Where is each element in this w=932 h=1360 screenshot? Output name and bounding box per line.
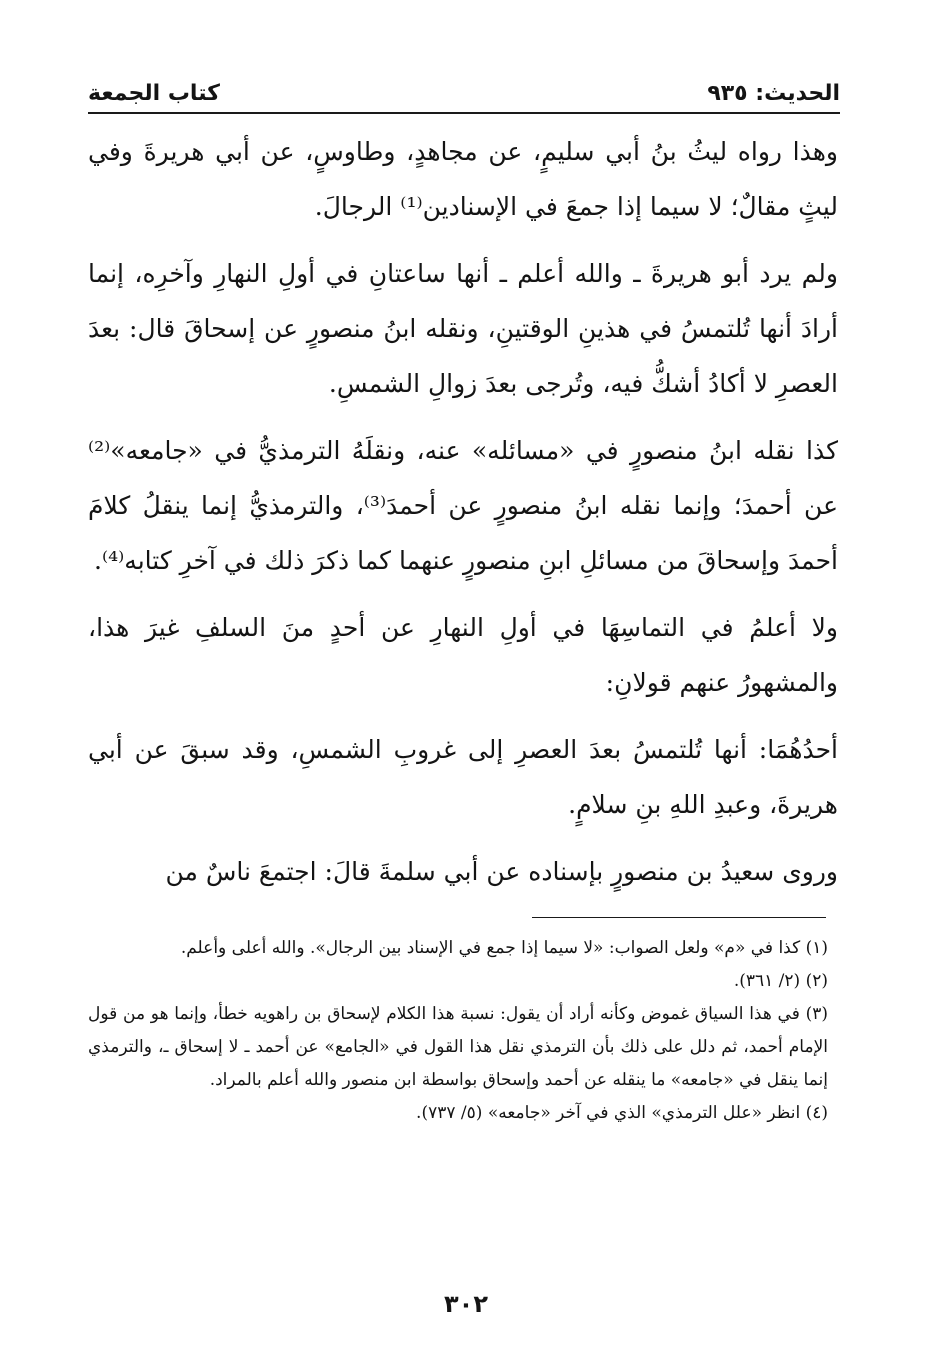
paragraph: ولم يرد أبو هريرةَ ـ والله أعلم ـ أنها ساعتانِ في أولِ النهارِ وآخرِه، إنما أرادَ أنها تُلتمسُ في هذينِ الوقتينِ، ونقله ابنُ منصورٍ عن إسحاقَ قال: بعدَ العصرِ لا أكادُ أشكُّ فيه، وتُرجى بعدَ زوالِ الشمسِ. — [88, 259, 838, 398]
page-number: ٣٠٢ — [444, 1290, 488, 1318]
header-rule — [88, 112, 840, 114]
hadith-number-label: الحديث: ٩٣٥ — [707, 81, 840, 106]
footnote: (٤) انظر «علل الترمذي» الذي في آخر «جامعه» (٥/ ٧٣٧). — [416, 1103, 828, 1123]
paragraph: كذا نقله ابنُ منصورٍ في «مسائله» عنه، ونقلَهُ الترمذيُّ في «جامعه»⁽²⁾ عن أحمدَ؛ وإنما نقله ابنُ منصورٍ عن أحمدَ⁽³⁾، والترمذيُّ إنما ينقلُ كلامَ أحمدَ وإسحاقَ من مسائلِ ابنِ منصورٍ عنهما كما ذكرَ ذلك في آخرِ كتابه⁽⁴⁾. — [88, 436, 838, 575]
footnote: (١) كذا في «م» ولعل الصواب: «لا سيما إذا جمع في الإسناد بين الرجال». والله أعلى وأعلم. — [180, 938, 828, 958]
footnote: (٣) في هذا السياق غموض وكأنه أراد أن يقول: نسبة هذا الكلام لإسحاق بن راهويه خطأ، وإنما هو من قول الإمام أحمد، ثم دلل على ذلك بأن الترمذي نقل هذا القول في «الجامع» عن أحمد ـ لا إسحاق ـ، والترمذي إنما ينقل في «جامعه» ما ينقله عن أحمد وإسحاق بواسطة ابن منصور والله أعلم بالمراد. — [88, 1004, 828, 1090]
footnote: (٢) (٢/ ٣٦١). — [733, 971, 828, 991]
footnote-separator — [532, 917, 826, 918]
paragraph: أحدُهُمَا: أنها تُلتمسُ بعدَ العصرِ إلى غروبِ الشمسِ، وقد سبقَ عن أبي هريرةَ، وعبدِ اللهِ بنِ سلامٍ. — [88, 735, 838, 819]
paragraph: وهذا رواه ليثُ بنُ أبي سليمٍ، عن مجاهدٍ، وطاوسٍ، عن أبي هريرةَ وفي ليثٍ مقالٌ؛ لا سيما إذا جمعَ في الإسنادين⁽¹⁾ الرجالَ. — [88, 137, 838, 221]
footnotes — [88, 932, 828, 1130]
running-header — [88, 66, 840, 106]
main-text — [88, 124, 838, 911]
paragraph: ولا أعلمُ في التماسِهَا في أولِ النهارِ عن أحدٍ منَ السلفِ غيرَ هذا، والمشهورُ عنهم قولانِ: — [88, 613, 838, 697]
book-title: كتاب الجمعة — [88, 81, 220, 106]
paragraph: وروى سعيدُ بن منصورٍ بإسناده عن أبي سلمةَ قالَ: اجتمعَ ناسٌ من — [165, 857, 838, 886]
